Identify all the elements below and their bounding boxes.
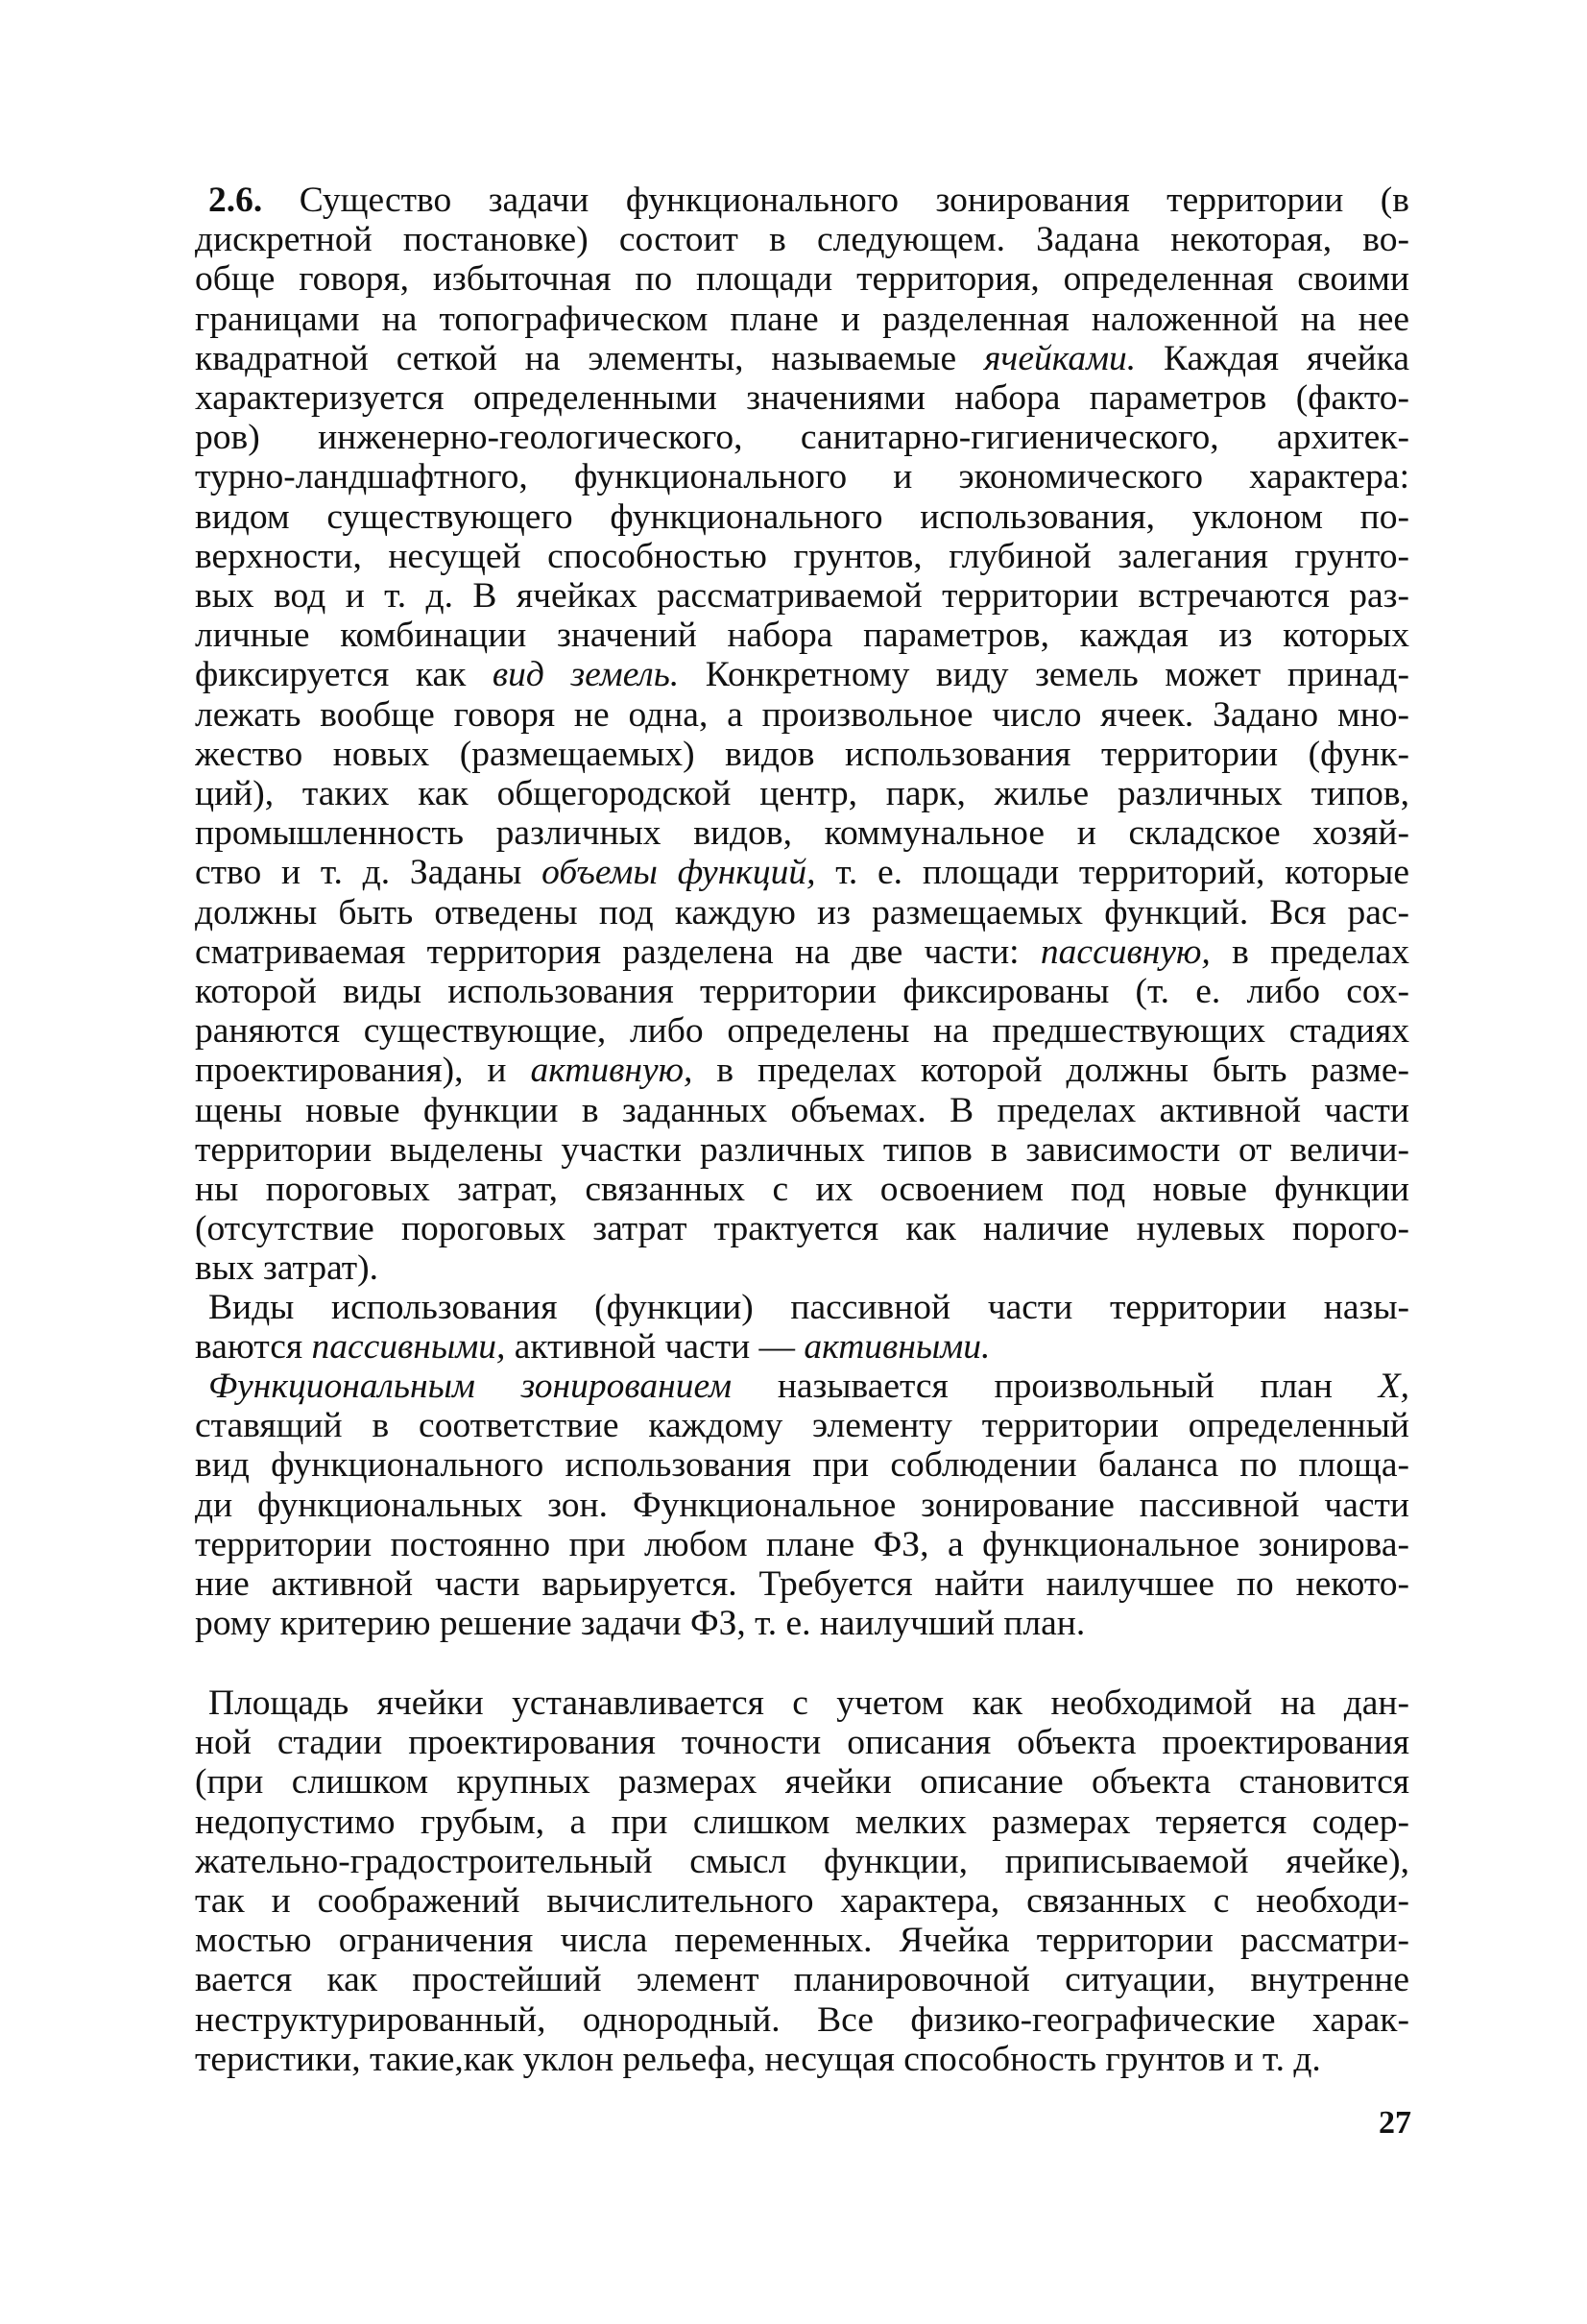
text-line: видом существующего функционального использования, уклоном по- xyxy=(195,496,1409,537)
text-line: вых затрат). xyxy=(195,1248,379,1289)
text-line: ной стадии проектирования точности описания объекта проектирования xyxy=(195,1723,1409,1763)
text-line: квадратной сеткой на элементы, называемые ячейками. Каждая ячейка xyxy=(195,338,1409,378)
text-line: ваются пассивными, активной части — активными. xyxy=(195,1327,991,1368)
text-line: раняются существующие, либо определены на предшествующих стадиях xyxy=(195,1011,1409,1052)
term-emphasis: пассивную, xyxy=(1040,932,1211,972)
paragraph xyxy=(195,1683,1409,2079)
text-line: недопустимо грубым, а при слишком мелких размерах теряется содер- xyxy=(195,1802,1409,1842)
text-line: рому критерию решение задачи ФЗ, т. е. наилучший план. xyxy=(195,1604,1086,1644)
text-line: неструктурированный, однородный. Все физико-географические харак- xyxy=(195,1999,1409,2040)
term-emphasis: Функциональным зонированием xyxy=(208,1367,733,1406)
text-line: ций), таких как общегородской центр, парк, жилье различных типов, xyxy=(195,774,1409,814)
text-line: верхности, несущей способностью грунтов, глубиной залегания грунто- xyxy=(195,536,1409,576)
text-line: лежать вообще говоря не одна, а произвольное число ячеек. Задано мно- xyxy=(195,694,1409,735)
text-line: ние активной части варьируется. Требуется найти наилучшее по некото- xyxy=(195,1564,1409,1605)
text-line: границами на топографическом плане и разделенная наложенной на нее xyxy=(195,299,1409,339)
text-line: 2.6. Существо задачи функционального зонирования территории (в xyxy=(208,181,1409,220)
term-emphasis: активными. xyxy=(804,1327,991,1368)
section-number: 2.6. xyxy=(208,181,263,220)
text-line: вид функционального использования при соблюдении баланса по площа- xyxy=(195,1445,1409,1486)
text-line: (при слишком крупных размерах ячейки описание объекта становится xyxy=(195,1762,1409,1803)
term-emphasis: пассивными, xyxy=(311,1327,506,1368)
text-line: щены новые функции в заданных объемах. В пределах активной части xyxy=(195,1090,1409,1130)
text-line: так и соображений вычислительного характера, связанных с необходи- xyxy=(195,1881,1409,1922)
text-line: фиксируется как вид земель. Конкретному виду земель может принад- xyxy=(195,655,1409,695)
text-line: которой виды использования территории фиксированы (т. е. либо сох- xyxy=(195,972,1409,1012)
text-line: промышленность различных видов, коммунальное и складское хозяй- xyxy=(195,813,1409,854)
term-emphasis: X, xyxy=(1378,1367,1409,1406)
text-line: дискретной постановке) состоит в следующем. Задана некоторая, во- xyxy=(195,220,1409,260)
text-line: Виды использования (функции) пассивной части территории назы- xyxy=(208,1288,1409,1327)
paragraph xyxy=(195,1288,1409,1367)
text-line: характеризуется определенными значениями набора параметров (факто- xyxy=(195,378,1409,419)
text-line: Функциональным зонированием называется произвольный план X, xyxy=(208,1367,1409,1406)
text-line: ны пороговых затрат, связанных с их освоением под новые функции xyxy=(195,1170,1409,1210)
text-line: ство и т. д. Заданы объемы функций, т. е. площади территорий, которые xyxy=(195,853,1409,893)
text-line: жество новых (размещаемых) видов использования территории (функ- xyxy=(195,734,1409,774)
page-number: 27 xyxy=(1379,2105,1411,2141)
term-emphasis: объемы функций, xyxy=(541,853,816,893)
text-line: личные комбинации значений набора параметров, каждая из которых xyxy=(195,616,1409,656)
term-emphasis: вид земель. xyxy=(492,655,680,695)
text-line: ров) инженерно-геологического, санитарно-гигиенического, архитек- xyxy=(195,418,1409,458)
text-line: вых вод и т. д. В ячейках рассматриваемой территории встречаются раз- xyxy=(195,576,1409,617)
text-line: теристики, такие,как уклон рельефа, несущая способность грунтов и т. д. xyxy=(195,2039,1321,2079)
text-line: территории выделены участки различных типов в зависимости от величи- xyxy=(195,1129,1409,1170)
text-line: сматриваемая территория разделена на две части: пассивную, в пределах xyxy=(195,932,1409,972)
term-emphasis: ячейками. xyxy=(984,338,1137,378)
text-line: ди функциональных зон. Функциональное зонирование пассивной части xyxy=(195,1485,1409,1525)
text-line: территории постоянно при любом плане ФЗ, а функциональное зонирова- xyxy=(195,1524,1409,1564)
paragraph xyxy=(195,1367,1409,1643)
text-line: вается как простейший элемент планировочной ситуации, внутренне xyxy=(195,1960,1409,2000)
text-line: (отсутствие пороговых затрат трактуется как наличие нулевых порого- xyxy=(195,1209,1409,1249)
text-line: проектирования), и активную, в пределах которой должны быть разме- xyxy=(195,1051,1409,1091)
text-line: ставящий в соответствие каждому элементу территории определенный xyxy=(195,1406,1409,1446)
text-line: обще говоря, избыточная по площади территория, определенная своими xyxy=(195,259,1409,300)
term-emphasis: активную, xyxy=(530,1051,693,1091)
text-line: Площадь ячейки устанавливается с учетом как необходимой на дан- xyxy=(208,1683,1409,1723)
text-line: турно-ландшафтного, функционального и экономического характера: xyxy=(195,457,1409,497)
paragraph xyxy=(195,181,1409,1289)
text-line: жательно-градостроительный смысл функции, приписываемой ячейке), xyxy=(195,1841,1409,1881)
text-line: мостью ограничения числа переменных. Ячейка территории рассматри- xyxy=(195,1921,1409,1961)
text-line: должны быть отведены под каждую из размещаемых функций. Вся рас- xyxy=(195,892,1409,932)
